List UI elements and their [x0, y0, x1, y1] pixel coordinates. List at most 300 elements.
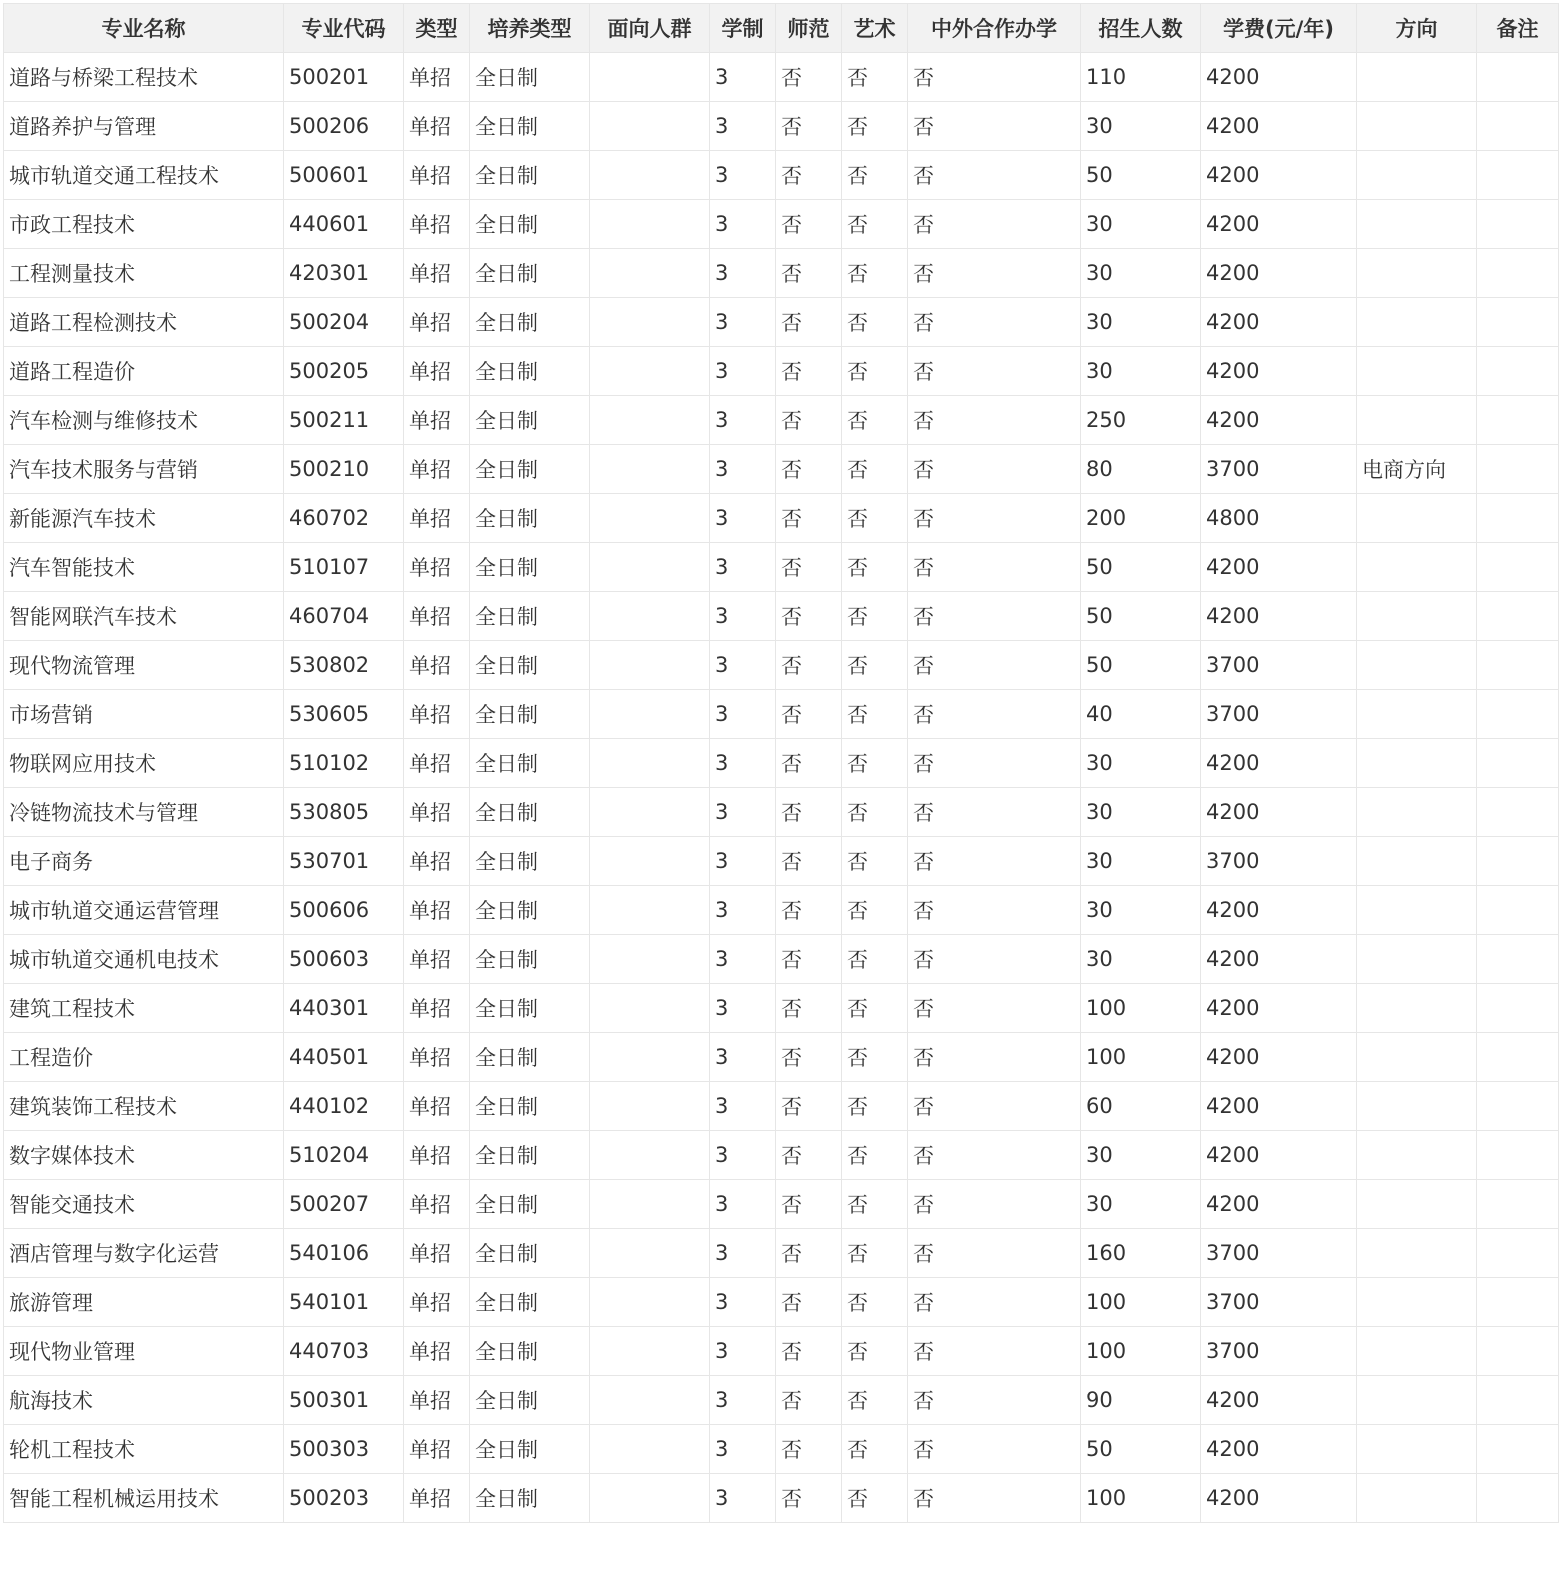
header-row	[4, 4, 1559, 53]
cell-major-name: 建筑工程技术	[4, 984, 284, 1033]
cell-enrollment: 100	[1081, 1327, 1201, 1376]
cell-major-name: 汽车检测与维修技术	[4, 396, 284, 445]
cell-major-name: 汽车技术服务与营销	[4, 445, 284, 494]
cell-teacher-training: 否	[776, 1376, 842, 1425]
cell-major-name: 道路工程检测技术	[4, 298, 284, 347]
cell-type: 单招	[404, 935, 470, 984]
cell-enrollment: 30	[1081, 1131, 1201, 1180]
cell-type: 单招	[404, 641, 470, 690]
cell-art: 否	[842, 935, 908, 984]
cell-major-name: 物联网应用技术	[4, 739, 284, 788]
cell-type: 单招	[404, 1376, 470, 1425]
cell-duration: 3	[710, 543, 776, 592]
cell-enrollment: 100	[1081, 1033, 1201, 1082]
cell-tuition: 4200	[1201, 200, 1357, 249]
cell-type: 单招	[404, 886, 470, 935]
cell-enrollment: 30	[1081, 298, 1201, 347]
cell-tuition: 3700	[1201, 1327, 1357, 1376]
cell-art: 否	[842, 690, 908, 739]
cell-training-type: 全日制	[470, 935, 590, 984]
cell-art: 否	[842, 445, 908, 494]
cell-direction	[1357, 1180, 1477, 1229]
cell-sino-foreign: 否	[908, 837, 1081, 886]
cell-enrollment: 160	[1081, 1229, 1201, 1278]
cell-target-group	[590, 592, 710, 641]
cell-remarks	[1477, 445, 1559, 494]
cell-enrollment: 80	[1081, 445, 1201, 494]
cell-training-type: 全日制	[470, 298, 590, 347]
cell-major-name: 道路工程造价	[4, 347, 284, 396]
cell-tuition: 4200	[1201, 788, 1357, 837]
table-row	[4, 53, 1559, 102]
cell-major-code: 530805	[284, 788, 404, 837]
cell-target-group	[590, 1376, 710, 1425]
cell-tuition: 4200	[1201, 935, 1357, 984]
cell-teacher-training: 否	[776, 151, 842, 200]
cell-tuition: 4200	[1201, 1082, 1357, 1131]
cell-major-name: 智能交通技术	[4, 1180, 284, 1229]
cell-enrollment: 30	[1081, 347, 1201, 396]
cell-major-code: 440301	[284, 984, 404, 1033]
cell-remarks	[1477, 102, 1559, 151]
cell-duration: 3	[710, 249, 776, 298]
cell-major-name: 智能工程机械运用技术	[4, 1474, 284, 1523]
cell-teacher-training: 否	[776, 1474, 842, 1523]
cell-target-group	[590, 396, 710, 445]
cell-type: 单招	[404, 592, 470, 641]
cell-remarks	[1477, 641, 1559, 690]
cell-major-name: 道路养护与管理	[4, 102, 284, 151]
cell-target-group	[590, 788, 710, 837]
column-header-teacher-training: 师范	[776, 4, 842, 53]
cell-duration: 3	[710, 837, 776, 886]
cell-enrollment: 250	[1081, 396, 1201, 445]
column-header-enrollment: 招生人数	[1081, 4, 1201, 53]
cell-type: 单招	[404, 1474, 470, 1523]
cell-major-code: 460704	[284, 592, 404, 641]
column-header-art: 艺术	[842, 4, 908, 53]
cell-art: 否	[842, 151, 908, 200]
cell-target-group	[590, 1425, 710, 1474]
cell-enrollment: 30	[1081, 249, 1201, 298]
table-row	[4, 788, 1559, 837]
table-row	[4, 1229, 1559, 1278]
cell-sino-foreign: 否	[908, 102, 1081, 151]
cell-duration: 3	[710, 1229, 776, 1278]
cell-remarks	[1477, 690, 1559, 739]
cell-art: 否	[842, 1082, 908, 1131]
cell-direction	[1357, 1033, 1477, 1082]
cell-enrollment: 40	[1081, 690, 1201, 739]
cell-major-code: 530701	[284, 837, 404, 886]
cell-training-type: 全日制	[470, 1327, 590, 1376]
cell-enrollment: 30	[1081, 886, 1201, 935]
cell-major-name: 现代物流管理	[4, 641, 284, 690]
cell-tuition: 4200	[1201, 396, 1357, 445]
cell-enrollment: 90	[1081, 1376, 1201, 1425]
column-header-duration: 学制	[710, 4, 776, 53]
cell-direction	[1357, 641, 1477, 690]
cell-remarks	[1477, 543, 1559, 592]
cell-major-name: 城市轨道交通机电技术	[4, 935, 284, 984]
cell-major-name: 数字媒体技术	[4, 1131, 284, 1180]
cell-type: 单招	[404, 249, 470, 298]
cell-training-type: 全日制	[470, 347, 590, 396]
cell-major-name: 建筑装饰工程技术	[4, 1082, 284, 1131]
cell-teacher-training: 否	[776, 347, 842, 396]
cell-target-group	[590, 1180, 710, 1229]
cell-teacher-training: 否	[776, 543, 842, 592]
cell-target-group	[590, 739, 710, 788]
cell-direction	[1357, 543, 1477, 592]
cell-type: 单招	[404, 298, 470, 347]
cell-remarks	[1477, 788, 1559, 837]
table-row	[4, 1376, 1559, 1425]
table-row	[4, 543, 1559, 592]
cell-direction	[1357, 494, 1477, 543]
cell-major-code: 440501	[284, 1033, 404, 1082]
cell-duration: 3	[710, 151, 776, 200]
cell-art: 否	[842, 543, 908, 592]
cell-duration: 3	[710, 1082, 776, 1131]
cell-target-group	[590, 445, 710, 494]
cell-art: 否	[842, 298, 908, 347]
cell-major-name: 航海技术	[4, 1376, 284, 1425]
cell-type: 单招	[404, 690, 470, 739]
cell-type: 单招	[404, 347, 470, 396]
cell-major-name: 城市轨道交通运营管理	[4, 886, 284, 935]
cell-type: 单招	[404, 1327, 470, 1376]
cell-duration: 3	[710, 347, 776, 396]
cell-direction	[1357, 1229, 1477, 1278]
cell-target-group	[590, 543, 710, 592]
cell-direction	[1357, 1327, 1477, 1376]
cell-direction	[1357, 298, 1477, 347]
cell-tuition: 4200	[1201, 1425, 1357, 1474]
cell-type: 单招	[404, 1082, 470, 1131]
cell-tuition: 4200	[1201, 53, 1357, 102]
cell-teacher-training: 否	[776, 53, 842, 102]
cell-direction	[1357, 1131, 1477, 1180]
cell-enrollment: 100	[1081, 1474, 1201, 1523]
cell-remarks	[1477, 1180, 1559, 1229]
cell-teacher-training: 否	[776, 102, 842, 151]
table-row	[4, 249, 1559, 298]
column-header-major-name: 专业名称	[4, 4, 284, 53]
cell-type: 单招	[404, 1131, 470, 1180]
cell-target-group	[590, 200, 710, 249]
cell-remarks	[1477, 837, 1559, 886]
cell-teacher-training: 否	[776, 739, 842, 788]
table-row	[4, 641, 1559, 690]
table-row	[4, 347, 1559, 396]
cell-tuition: 3700	[1201, 1229, 1357, 1278]
cell-duration: 3	[710, 1474, 776, 1523]
cell-type: 单招	[404, 396, 470, 445]
cell-tuition: 4200	[1201, 1180, 1357, 1229]
cell-enrollment: 30	[1081, 200, 1201, 249]
cell-enrollment: 50	[1081, 151, 1201, 200]
cell-sino-foreign: 否	[908, 151, 1081, 200]
cell-sino-foreign: 否	[908, 886, 1081, 935]
cell-type: 单招	[404, 739, 470, 788]
cell-sino-foreign: 否	[908, 543, 1081, 592]
cell-teacher-training: 否	[776, 1425, 842, 1474]
cell-teacher-training: 否	[776, 445, 842, 494]
column-header-direction: 方向	[1357, 4, 1477, 53]
cell-training-type: 全日制	[470, 739, 590, 788]
cell-sino-foreign: 否	[908, 1033, 1081, 1082]
cell-teacher-training: 否	[776, 1082, 842, 1131]
cell-major-name: 市政工程技术	[4, 200, 284, 249]
cell-training-type: 全日制	[470, 837, 590, 886]
cell-direction	[1357, 690, 1477, 739]
cell-training-type: 全日制	[470, 543, 590, 592]
cell-duration: 3	[710, 396, 776, 445]
cell-direction	[1357, 249, 1477, 298]
cell-duration: 3	[710, 1425, 776, 1474]
cell-remarks	[1477, 592, 1559, 641]
cell-remarks	[1477, 1033, 1559, 1082]
cell-major-code: 540101	[284, 1278, 404, 1327]
cell-teacher-training: 否	[776, 298, 842, 347]
cell-remarks	[1477, 298, 1559, 347]
cell-remarks	[1477, 151, 1559, 200]
cell-sino-foreign: 否	[908, 592, 1081, 641]
cell-teacher-training: 否	[776, 690, 842, 739]
table-row	[4, 102, 1559, 151]
cell-teacher-training: 否	[776, 249, 842, 298]
cell-major-code: 510107	[284, 543, 404, 592]
cell-duration: 3	[710, 1278, 776, 1327]
cell-enrollment: 30	[1081, 935, 1201, 984]
cell-target-group	[590, 837, 710, 886]
cell-major-code: 500204	[284, 298, 404, 347]
cell-remarks	[1477, 1376, 1559, 1425]
cell-major-name: 电子商务	[4, 837, 284, 886]
cell-teacher-training: 否	[776, 592, 842, 641]
cell-major-name: 冷链物流技术与管理	[4, 788, 284, 837]
cell-duration: 3	[710, 739, 776, 788]
cell-target-group	[590, 1278, 710, 1327]
cell-sino-foreign: 否	[908, 1082, 1081, 1131]
cell-target-group	[590, 1131, 710, 1180]
cell-remarks	[1477, 1278, 1559, 1327]
cell-major-code: 540106	[284, 1229, 404, 1278]
cell-tuition: 4200	[1201, 249, 1357, 298]
cell-duration: 3	[710, 1376, 776, 1425]
table-row	[4, 592, 1559, 641]
cell-enrollment: 50	[1081, 592, 1201, 641]
cell-art: 否	[842, 641, 908, 690]
cell-teacher-training: 否	[776, 984, 842, 1033]
cell-direction	[1357, 1425, 1477, 1474]
cell-enrollment: 50	[1081, 1425, 1201, 1474]
cell-sino-foreign: 否	[908, 1327, 1081, 1376]
cell-major-code: 500303	[284, 1425, 404, 1474]
cell-major-name: 酒店管理与数字化运营	[4, 1229, 284, 1278]
cell-sino-foreign: 否	[908, 1278, 1081, 1327]
cell-major-name: 新能源汽车技术	[4, 494, 284, 543]
cell-remarks	[1477, 200, 1559, 249]
cell-training-type: 全日制	[470, 641, 590, 690]
cell-type: 单招	[404, 543, 470, 592]
cell-art: 否	[842, 886, 908, 935]
cell-training-type: 全日制	[470, 690, 590, 739]
cell-sino-foreign: 否	[908, 1229, 1081, 1278]
cell-remarks	[1477, 984, 1559, 1033]
cell-target-group	[590, 886, 710, 935]
cell-tuition: 4200	[1201, 298, 1357, 347]
cell-major-name: 城市轨道交通工程技术	[4, 151, 284, 200]
cell-art: 否	[842, 102, 908, 151]
cell-tuition: 3700	[1201, 1278, 1357, 1327]
cell-major-code: 510204	[284, 1131, 404, 1180]
cell-type: 单招	[404, 1425, 470, 1474]
cell-direction	[1357, 739, 1477, 788]
cell-major-code: 500203	[284, 1474, 404, 1523]
cell-type: 单招	[404, 102, 470, 151]
cell-art: 否	[842, 1131, 908, 1180]
table-header	[4, 4, 1559, 53]
cell-major-name: 轮机工程技术	[4, 1425, 284, 1474]
cell-duration: 3	[710, 53, 776, 102]
table-row	[4, 396, 1559, 445]
cell-direction	[1357, 788, 1477, 837]
cell-training-type: 全日制	[470, 53, 590, 102]
cell-enrollment: 30	[1081, 1180, 1201, 1229]
cell-remarks	[1477, 249, 1559, 298]
table-row	[4, 200, 1559, 249]
table-row	[4, 1474, 1559, 1523]
cell-tuition: 4200	[1201, 1376, 1357, 1425]
cell-major-code: 460702	[284, 494, 404, 543]
cell-sino-foreign: 否	[908, 396, 1081, 445]
cell-duration: 3	[710, 1180, 776, 1229]
cell-teacher-training: 否	[776, 935, 842, 984]
cell-duration: 3	[710, 298, 776, 347]
cell-training-type: 全日制	[470, 494, 590, 543]
cell-major-name: 智能网联汽车技术	[4, 592, 284, 641]
cell-art: 否	[842, 1278, 908, 1327]
cell-target-group	[590, 1033, 710, 1082]
cell-art: 否	[842, 1033, 908, 1082]
cell-major-code: 440703	[284, 1327, 404, 1376]
cell-sino-foreign: 否	[908, 984, 1081, 1033]
cell-art: 否	[842, 249, 908, 298]
cell-type: 单招	[404, 1180, 470, 1229]
cell-duration: 3	[710, 494, 776, 543]
cell-duration: 3	[710, 1327, 776, 1376]
cell-enrollment: 110	[1081, 53, 1201, 102]
column-header-major-code: 专业代码	[284, 4, 404, 53]
cell-duration: 3	[710, 641, 776, 690]
cell-art: 否	[842, 1229, 908, 1278]
cell-remarks	[1477, 1327, 1559, 1376]
cell-direction	[1357, 1376, 1477, 1425]
cell-enrollment: 30	[1081, 739, 1201, 788]
cell-sino-foreign: 否	[908, 494, 1081, 543]
cell-type: 单招	[404, 1278, 470, 1327]
table-row	[4, 690, 1559, 739]
table-row	[4, 1327, 1559, 1376]
cell-direction	[1357, 1082, 1477, 1131]
cell-direction	[1357, 935, 1477, 984]
cell-remarks	[1477, 1425, 1559, 1474]
cell-direction: 电商方向	[1357, 445, 1477, 494]
cell-tuition: 4200	[1201, 1033, 1357, 1082]
cell-training-type: 全日制	[470, 886, 590, 935]
cell-teacher-training: 否	[776, 886, 842, 935]
column-header-remarks: 备注	[1477, 4, 1559, 53]
cell-target-group	[590, 494, 710, 543]
cell-direction	[1357, 151, 1477, 200]
cell-major-code: 500210	[284, 445, 404, 494]
table-row	[4, 886, 1559, 935]
cell-major-code: 500201	[284, 53, 404, 102]
cell-duration: 3	[710, 1033, 776, 1082]
cell-target-group	[590, 1082, 710, 1131]
cell-direction	[1357, 347, 1477, 396]
cell-target-group	[590, 690, 710, 739]
cell-tuition: 3700	[1201, 690, 1357, 739]
cell-type: 单招	[404, 1229, 470, 1278]
cell-sino-foreign: 否	[908, 788, 1081, 837]
cell-teacher-training: 否	[776, 1131, 842, 1180]
cell-remarks	[1477, 886, 1559, 935]
cell-teacher-training: 否	[776, 788, 842, 837]
cell-tuition: 4200	[1201, 102, 1357, 151]
cell-tuition: 4200	[1201, 151, 1357, 200]
cell-remarks	[1477, 1474, 1559, 1523]
cell-training-type: 全日制	[470, 1474, 590, 1523]
table-row	[4, 1131, 1559, 1180]
table-body	[4, 53, 1559, 1523]
cell-target-group	[590, 935, 710, 984]
table-row	[4, 298, 1559, 347]
cell-sino-foreign: 否	[908, 249, 1081, 298]
cell-major-name: 汽车智能技术	[4, 543, 284, 592]
cell-duration: 3	[710, 1131, 776, 1180]
cell-training-type: 全日制	[470, 151, 590, 200]
cell-training-type: 全日制	[470, 1082, 590, 1131]
cell-enrollment: 30	[1081, 102, 1201, 151]
cell-remarks	[1477, 53, 1559, 102]
cell-training-type: 全日制	[470, 788, 590, 837]
cell-teacher-training: 否	[776, 1278, 842, 1327]
cell-tuition: 4200	[1201, 739, 1357, 788]
cell-duration: 3	[710, 935, 776, 984]
cell-training-type: 全日制	[470, 1425, 590, 1474]
cell-duration: 3	[710, 984, 776, 1033]
cell-enrollment: 50	[1081, 641, 1201, 690]
cell-art: 否	[842, 788, 908, 837]
cell-major-code: 500301	[284, 1376, 404, 1425]
cell-type: 单招	[404, 494, 470, 543]
cell-enrollment: 60	[1081, 1082, 1201, 1131]
cell-sino-foreign: 否	[908, 200, 1081, 249]
cell-duration: 3	[710, 102, 776, 151]
cell-tuition: 4800	[1201, 494, 1357, 543]
cell-tuition: 4200	[1201, 1474, 1357, 1523]
cell-major-name: 市场营销	[4, 690, 284, 739]
cell-duration: 3	[710, 592, 776, 641]
cell-duration: 3	[710, 690, 776, 739]
cell-teacher-training: 否	[776, 1033, 842, 1082]
cell-direction	[1357, 102, 1477, 151]
cell-sino-foreign: 否	[908, 347, 1081, 396]
table-row	[4, 445, 1559, 494]
